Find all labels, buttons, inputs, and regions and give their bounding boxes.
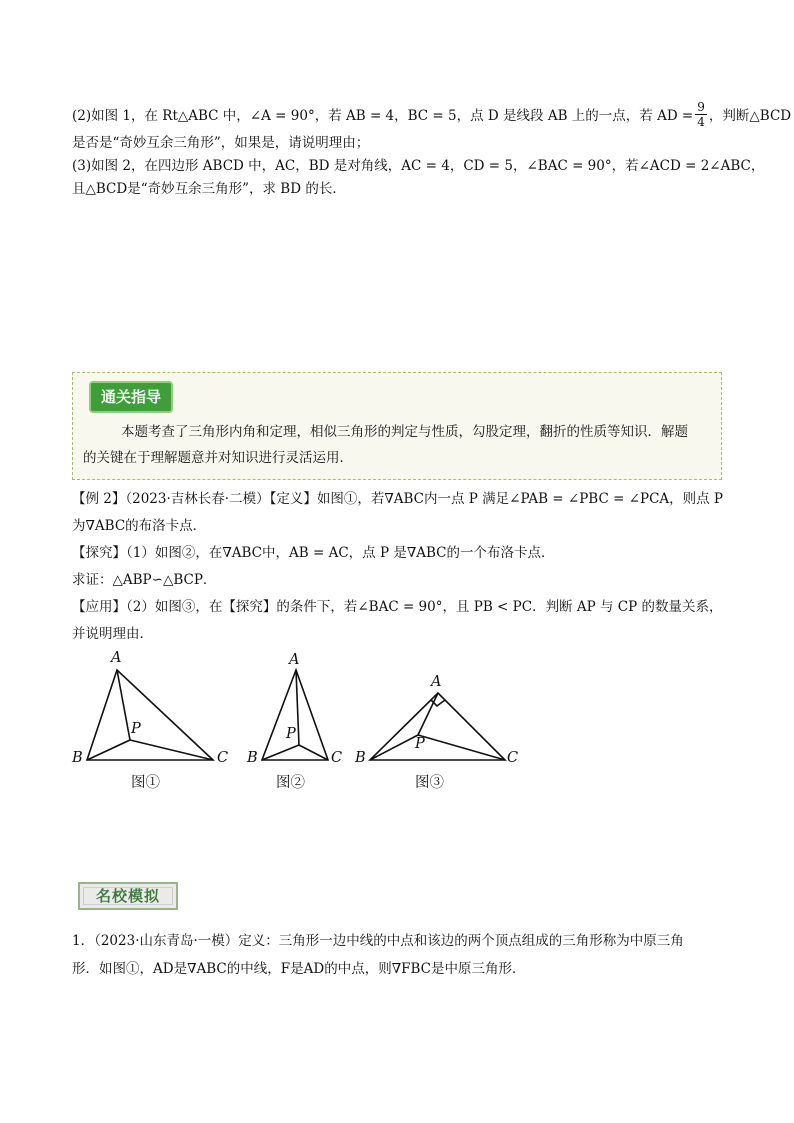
problem-part2-line1 — [72, 96, 792, 132]
figure1-segment-cp — [130, 740, 213, 760]
problem-block — [72, 96, 792, 201]
example2-line5: 【应用】（2）如图③，在【探究】的条件下，若∠BAC = 90°，且 PB < PC．判断 AP 与 CP 的数量关系， — [72, 599, 723, 615]
guide-text-line1: 本题考查了三角形内角和定理，相似三角形的判定与性质，勾股定理，翻折的性质等知识．解题 — [121, 424, 688, 440]
figure3-label-p: P — [415, 736, 425, 752]
figure2-label-p: P — [286, 726, 296, 742]
guide-badge: 通关指导 — [89, 381, 173, 413]
figure2-label-a: A — [289, 652, 300, 668]
figure2-segment-ap — [296, 670, 299, 745]
fraction-numerator: 9 — [697, 99, 705, 114]
figure1-label-b: B — [72, 750, 83, 766]
example2-line3: 【探究】（1）如图②，在∇ABC中，AB = AC，点 P 是∇ABC的一个布洛卡点． — [72, 545, 555, 561]
figure2-lines — [262, 670, 328, 760]
fraction-denominator: 4 — [697, 114, 705, 129]
figure1-label-c: C — [217, 750, 229, 766]
problem-part3-line1: (3)如图 2，在四边形 ABCD 中，AC，BD 是对角线，AC = 4，CD = 5，∠BAC = 90°，若∠ACD = 2∠ABC， — [72, 158, 765, 174]
fraction-ad — [695, 100, 707, 129]
question1-line1: 1．（2023·山东青岛·一模）定义：三角形一边中线的中点和该边的两个顶点组成的三角形称为中原三角 — [72, 933, 684, 949]
figure3-segment-ap — [418, 693, 438, 735]
figures-area — [70, 650, 530, 795]
example2-line2: 为∇ABC的布洛卡点． — [72, 518, 207, 534]
problem-part2-text-a: (2)如图 1，在 Rt△ABC 中，∠A = 90°，若 AB = 4，BC = 5，点 D 是线段 AB 上的一点，若 AD = — [72, 108, 694, 124]
guide-text — [83, 419, 713, 471]
problem-part2-text-b: ，判断△BCD — [708, 108, 792, 124]
figure2-label-c: C — [331, 750, 343, 766]
problem-part3-line2: 且△BCD是“奇妙互余三角形”，求 BD 的长． — [72, 181, 346, 197]
figure3-lines — [370, 693, 505, 760]
figure3-segment-bp — [370, 735, 418, 760]
figure1-lines — [87, 670, 213, 760]
question1-line2: 形．如图①，AD是∇ABC的中线，F是AD的中点，则∇FBC是中原三角形． — [72, 961, 526, 977]
figure3-caption: 图③ — [415, 775, 444, 791]
figure1-caption: 图① — [131, 775, 160, 791]
figure3-label-c: C — [507, 750, 519, 766]
figure1-triangle — [87, 670, 213, 760]
example2-line1: 【例 2】（2023·吉林长春·二模）【定义】如图①，若∇ABC内一点 P 满足∠PAB = ∠PBC = ∠PCA，则点 P — [72, 491, 724, 507]
example2-block — [72, 486, 728, 648]
figure1-label-p: P — [131, 721, 141, 737]
guide-box — [72, 372, 722, 480]
figure3-label-a: A — [431, 674, 442, 690]
figure2-label-b: B — [247, 750, 258, 766]
figure3-label-b: B — [355, 750, 366, 766]
school-simulation-badge: 名校模拟 — [78, 882, 178, 910]
figure1-label-a: A — [111, 650, 122, 666]
problem-part2-line2: 是否是“奇妙互余三角形”，如果是，请说明理由； — [72, 135, 370, 151]
figure2-caption: 图② — [276, 775, 305, 791]
guide-text-line2: 的关键在于理解题意并对知识进行灵活运用． — [83, 450, 353, 466]
question1-block — [72, 927, 728, 983]
example2-line6: 并说明理由． — [72, 626, 153, 642]
example2-line4: 求证：△ABP∽△BCP． — [72, 572, 217, 588]
